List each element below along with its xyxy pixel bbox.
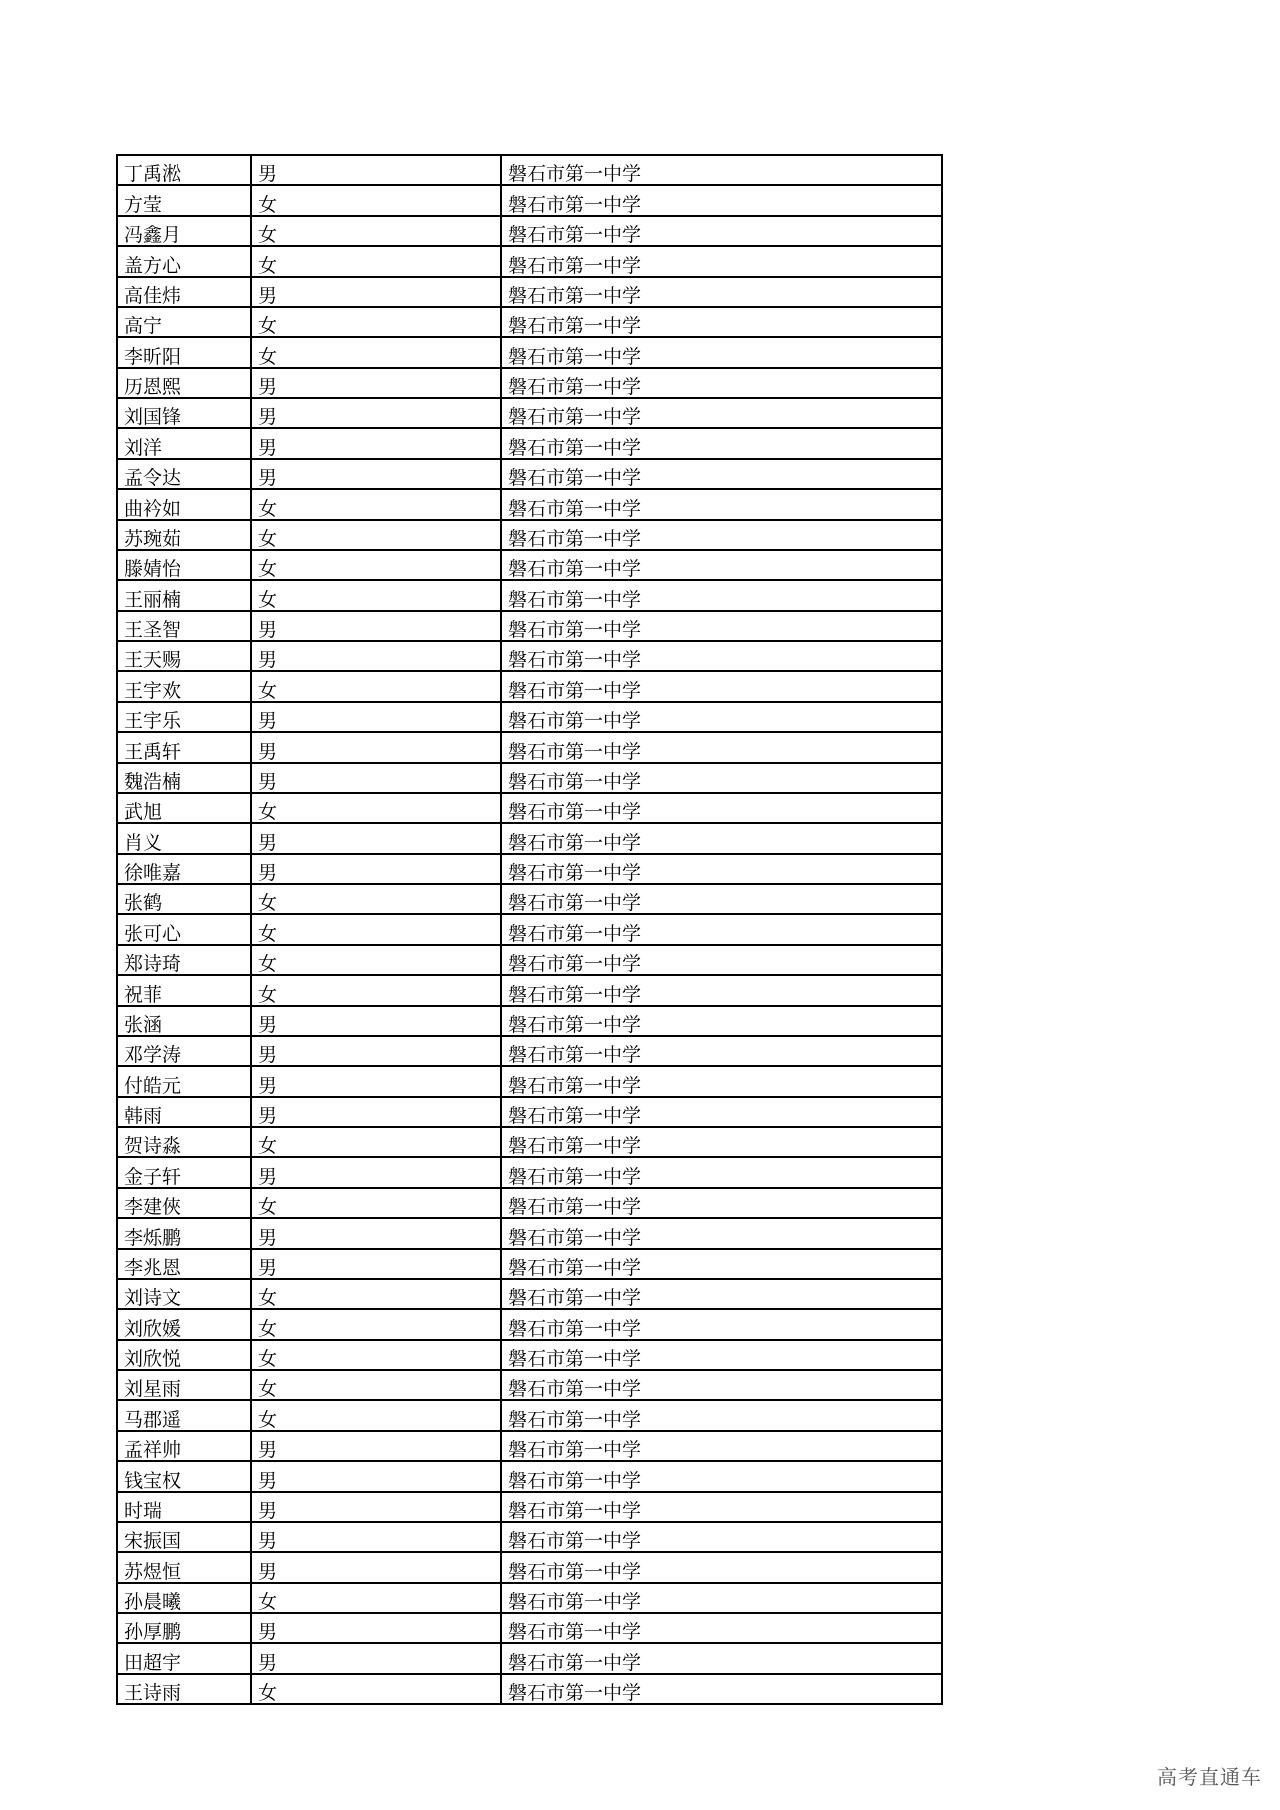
gender-cell: 女	[251, 550, 501, 580]
table-row	[117, 1097, 942, 1127]
name-cell: 武旭	[117, 793, 251, 823]
name-cell: 魏浩楠	[117, 763, 251, 793]
roster-table-body	[117, 155, 942, 1704]
school-cell: 磐石市第一中学	[501, 1370, 942, 1400]
watermark-text: 高考直通车	[1157, 1765, 1262, 1789]
gender-cell: 男	[251, 1066, 501, 1096]
table-row	[117, 580, 942, 610]
name-cell: 马郡遥	[117, 1400, 251, 1430]
gender-cell: 女	[251, 945, 501, 975]
table-row	[117, 277, 942, 307]
school-cell: 磐石市第一中学	[501, 1492, 942, 1522]
name-cell: 方莹	[117, 185, 251, 215]
gender-cell: 男	[251, 732, 501, 762]
gender-cell: 女	[251, 671, 501, 701]
gender-cell: 男	[251, 1431, 501, 1461]
school-cell: 磐石市第一中学	[501, 671, 942, 701]
table-row	[117, 216, 942, 246]
gender-cell: 女	[251, 914, 501, 944]
school-cell: 磐石市第一中学	[501, 1583, 942, 1613]
table-row	[117, 1157, 942, 1187]
table-row	[117, 945, 942, 975]
table-row	[117, 1249, 942, 1279]
table-row	[117, 763, 942, 793]
table-row	[117, 702, 942, 732]
school-cell: 磐石市第一中学	[501, 1218, 942, 1248]
name-cell: 张鹤	[117, 884, 251, 914]
gender-cell: 女	[251, 1674, 501, 1704]
gender-cell: 男	[251, 1492, 501, 1522]
table-row	[117, 793, 942, 823]
school-cell: 磐石市第一中学	[501, 1643, 942, 1673]
school-cell: 磐石市第一中学	[501, 914, 942, 944]
table-row	[117, 975, 942, 1005]
school-cell: 磐石市第一中学	[501, 1613, 942, 1643]
table-row	[117, 611, 942, 641]
name-cell: 高佳炜	[117, 277, 251, 307]
name-cell: 邓学涛	[117, 1036, 251, 1066]
gender-cell: 女	[251, 975, 501, 1005]
name-cell: 李昕阳	[117, 337, 251, 367]
gender-cell: 男	[251, 1157, 501, 1187]
school-cell: 磐石市第一中学	[501, 1522, 942, 1552]
table-row	[117, 914, 942, 944]
gender-cell: 女	[251, 520, 501, 550]
name-cell: 孙晨曦	[117, 1583, 251, 1613]
table-row	[117, 884, 942, 914]
school-cell: 磐石市第一中学	[501, 702, 942, 732]
name-cell: 郑诗琦	[117, 945, 251, 975]
gender-cell: 女	[251, 1400, 501, 1430]
name-cell: 苏煜恒	[117, 1552, 251, 1582]
name-cell: 高宁	[117, 307, 251, 337]
name-cell: 苏琬茹	[117, 520, 251, 550]
school-cell: 磐石市第一中学	[501, 1674, 942, 1704]
school-cell: 磐石市第一中学	[501, 398, 942, 428]
school-cell: 磐石市第一中学	[501, 975, 942, 1005]
school-cell: 磐石市第一中学	[501, 1036, 942, 1066]
gender-cell: 女	[251, 1583, 501, 1613]
name-cell: 刘洋	[117, 428, 251, 458]
gender-cell: 男	[251, 854, 501, 884]
table-row	[117, 854, 942, 884]
table-row	[117, 1674, 942, 1704]
table-row	[117, 1340, 942, 1370]
gender-cell: 女	[251, 1188, 501, 1218]
school-cell: 磐石市第一中学	[501, 1461, 942, 1491]
school-cell: 磐石市第一中学	[501, 823, 942, 853]
gender-cell: 女	[251, 246, 501, 276]
gender-cell: 男	[251, 1613, 501, 1643]
gender-cell: 女	[251, 216, 501, 246]
table-row	[117, 246, 942, 276]
gender-cell: 男	[251, 1006, 501, 1036]
name-cell: 时瑞	[117, 1492, 251, 1522]
school-cell: 磐石市第一中学	[501, 1552, 942, 1582]
table-row	[117, 823, 942, 853]
name-cell: 钱宝权	[117, 1461, 251, 1491]
school-cell: 磐石市第一中学	[501, 641, 942, 671]
gender-cell: 男	[251, 641, 501, 671]
school-cell: 磐石市第一中学	[501, 1157, 942, 1187]
table-row	[117, 1006, 942, 1036]
name-cell: 付皓元	[117, 1066, 251, 1096]
table-row	[117, 1431, 942, 1461]
table-row	[117, 1400, 942, 1430]
school-cell: 磐石市第一中学	[501, 1431, 942, 1461]
school-cell: 磐石市第一中学	[501, 307, 942, 337]
school-cell: 磐石市第一中学	[501, 155, 942, 185]
name-cell: 丁禹淞	[117, 155, 251, 185]
table-row	[117, 1643, 942, 1673]
table-row	[117, 307, 942, 337]
gender-cell: 男	[251, 1097, 501, 1127]
name-cell: 徐唯嘉	[117, 854, 251, 884]
gender-cell: 女	[251, 884, 501, 914]
gender-cell: 女	[251, 337, 501, 367]
gender-cell: 女	[251, 1340, 501, 1370]
school-cell: 磐石市第一中学	[501, 1249, 942, 1279]
name-cell: 孟祥帅	[117, 1431, 251, 1461]
name-cell: 孟令达	[117, 459, 251, 489]
gender-cell: 男	[251, 428, 501, 458]
name-cell: 刘诗文	[117, 1279, 251, 1309]
table-row	[117, 1613, 942, 1643]
gender-cell: 男	[251, 1522, 501, 1552]
table-row	[117, 1036, 942, 1066]
name-cell: 曲衿如	[117, 489, 251, 519]
gender-cell: 女	[251, 185, 501, 215]
school-cell: 磐石市第一中学	[501, 580, 942, 610]
school-cell: 磐石市第一中学	[501, 1400, 942, 1430]
table-row	[117, 1066, 942, 1096]
name-cell: 盖方心	[117, 246, 251, 276]
table-row	[117, 550, 942, 580]
table-row	[117, 671, 942, 701]
gender-cell: 男	[251, 702, 501, 732]
gender-cell: 男	[251, 1461, 501, 1491]
gender-cell: 男	[251, 1552, 501, 1582]
school-cell: 磐石市第一中学	[501, 520, 942, 550]
gender-cell: 男	[251, 611, 501, 641]
name-cell: 滕婧怡	[117, 550, 251, 580]
name-cell: 王诗雨	[117, 1674, 251, 1704]
school-cell: 磐石市第一中学	[501, 1097, 942, 1127]
name-cell: 李建俠	[117, 1188, 251, 1218]
table-row	[117, 155, 942, 185]
table-row	[117, 1218, 942, 1248]
gender-cell: 男	[251, 763, 501, 793]
table-row	[117, 1492, 942, 1522]
name-cell: 韩雨	[117, 1097, 251, 1127]
name-cell: 宋振国	[117, 1522, 251, 1552]
gender-cell: 女	[251, 307, 501, 337]
table-row	[117, 1583, 942, 1613]
table-row	[117, 1309, 942, 1339]
gender-cell: 女	[251, 1127, 501, 1157]
name-cell: 祝菲	[117, 975, 251, 1005]
name-cell: 王宇乐	[117, 702, 251, 732]
name-cell: 孙厚鹏	[117, 1613, 251, 1643]
school-cell: 磐石市第一中学	[501, 763, 942, 793]
gender-cell: 男	[251, 1643, 501, 1673]
gender-cell: 女	[251, 793, 501, 823]
name-cell: 刘欣悦	[117, 1340, 251, 1370]
school-cell: 磐石市第一中学	[501, 854, 942, 884]
name-cell: 金子轩	[117, 1157, 251, 1187]
school-cell: 磐石市第一中学	[501, 459, 942, 489]
gender-cell: 男	[251, 277, 501, 307]
gender-cell: 女	[251, 1370, 501, 1400]
gender-cell: 男	[251, 1218, 501, 1248]
school-cell: 磐石市第一中学	[501, 216, 942, 246]
name-cell: 张可心	[117, 914, 251, 944]
name-cell: 王丽楠	[117, 580, 251, 610]
gender-cell: 男	[251, 1249, 501, 1279]
gender-cell: 女	[251, 1279, 501, 1309]
school-cell: 磐石市第一中学	[501, 428, 942, 458]
gender-cell: 男	[251, 1036, 501, 1066]
school-cell: 磐石市第一中学	[501, 277, 942, 307]
name-cell: 王天赐	[117, 641, 251, 671]
table-row	[117, 1279, 942, 1309]
name-cell: 李烁鹏	[117, 1218, 251, 1248]
school-cell: 磐石市第一中学	[501, 246, 942, 276]
school-cell: 磐石市第一中学	[501, 1127, 942, 1157]
table-row	[117, 520, 942, 550]
name-cell: 刘欣媛	[117, 1309, 251, 1339]
name-cell: 王宇欢	[117, 671, 251, 701]
table-row	[117, 459, 942, 489]
name-cell: 王圣智	[117, 611, 251, 641]
gender-cell: 女	[251, 489, 501, 519]
table-row	[117, 1127, 942, 1157]
school-cell: 磐石市第一中学	[501, 1340, 942, 1370]
name-cell: 田超宇	[117, 1643, 251, 1673]
gender-cell: 男	[251, 368, 501, 398]
school-cell: 磐石市第一中学	[501, 611, 942, 641]
name-cell: 李兆恩	[117, 1249, 251, 1279]
name-cell: 王禹轩	[117, 732, 251, 762]
school-cell: 磐石市第一中学	[501, 945, 942, 975]
roster-table	[116, 154, 943, 1705]
table-row	[117, 1188, 942, 1218]
school-cell: 磐石市第一中学	[501, 732, 942, 762]
gender-cell: 男	[251, 459, 501, 489]
table-row	[117, 489, 942, 519]
school-cell: 磐石市第一中学	[501, 884, 942, 914]
name-cell: 冯鑫月	[117, 216, 251, 246]
gender-cell: 女	[251, 580, 501, 610]
school-cell: 磐石市第一中学	[501, 1006, 942, 1036]
name-cell: 肖义	[117, 823, 251, 853]
table-row	[117, 185, 942, 215]
name-cell: 张涵	[117, 1006, 251, 1036]
name-cell: 历恩熙	[117, 368, 251, 398]
school-cell: 磐石市第一中学	[501, 1309, 942, 1339]
table-row	[117, 1522, 942, 1552]
gender-cell: 男	[251, 398, 501, 428]
school-cell: 磐石市第一中学	[501, 368, 942, 398]
gender-cell: 男	[251, 155, 501, 185]
table-row	[117, 1461, 942, 1491]
school-cell: 磐石市第一中学	[501, 489, 942, 519]
table-row	[117, 398, 942, 428]
table-row	[117, 641, 942, 671]
school-cell: 磐石市第一中学	[501, 550, 942, 580]
school-cell: 磐石市第一中学	[501, 185, 942, 215]
school-cell: 磐石市第一中学	[501, 1279, 942, 1309]
school-cell: 磐石市第一中学	[501, 1188, 942, 1218]
table-row	[117, 337, 942, 367]
gender-cell: 女	[251, 1309, 501, 1339]
table-row	[117, 428, 942, 458]
name-cell: 刘星雨	[117, 1370, 251, 1400]
gender-cell: 男	[251, 823, 501, 853]
name-cell: 贺诗淼	[117, 1127, 251, 1157]
table-row	[117, 1552, 942, 1582]
school-cell: 磐石市第一中学	[501, 1066, 942, 1096]
table-row	[117, 732, 942, 762]
table-row	[117, 368, 942, 398]
name-cell: 刘国锋	[117, 398, 251, 428]
school-cell: 磐石市第一中学	[501, 337, 942, 367]
table-row	[117, 1370, 942, 1400]
school-cell: 磐石市第一中学	[501, 793, 942, 823]
